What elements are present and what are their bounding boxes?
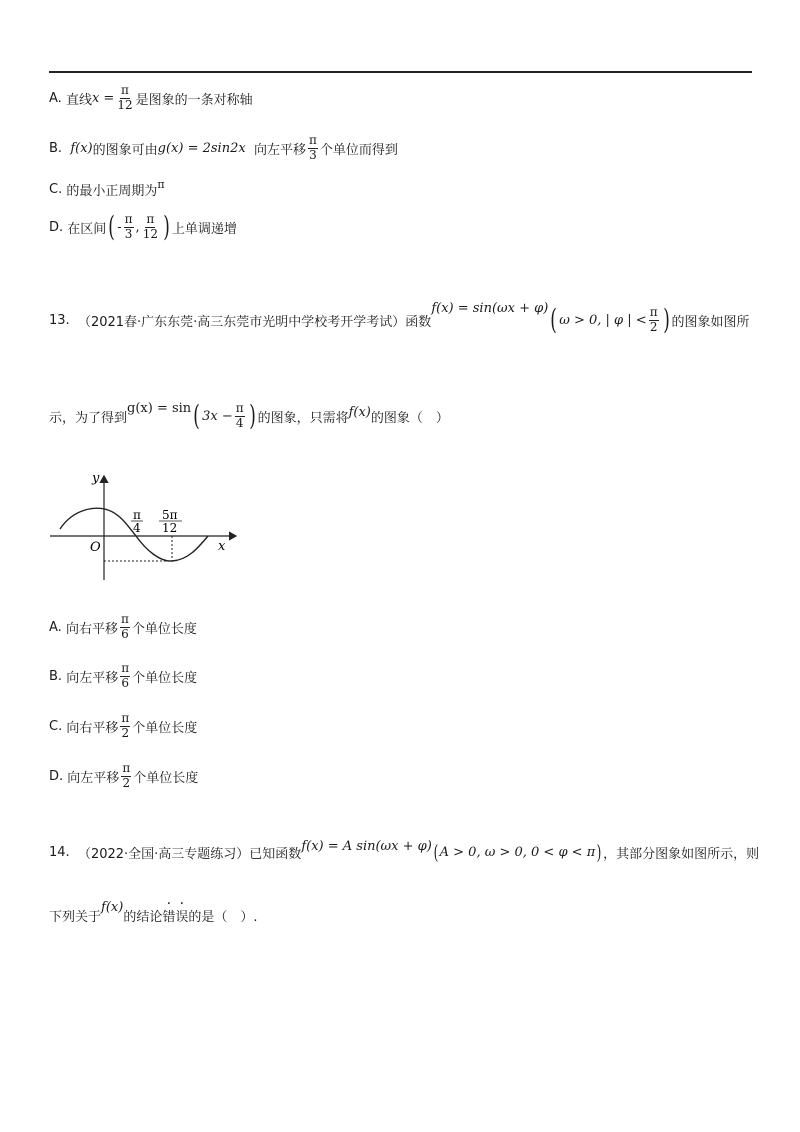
left-paren: ( [108,210,116,244]
option-text: 个单位长度 [133,770,199,786]
top-rule [49,71,752,73]
fraction: $\frac{\pi}{2}$ [121,711,130,740]
option-text: 直线 [65,92,92,108]
question-text: 的图象（ ） [370,410,449,426]
option-text: 个单位长度 [132,670,198,686]
math-cond: ω > 0, | φ | < [559,312,647,328]
option-text: 向左平移 [66,670,119,686]
option-text: 向右平移 [66,720,119,736]
q13-option-a[interactable] [49,613,197,642]
fraction: $\frac{\pi}{4}$ [235,401,244,430]
math-comma: , [135,219,140,235]
math-cond: A > 0, ω > 0, 0 < φ < π [439,844,596,860]
math-func: f(x) = sin(ωx + φ) [431,300,549,316]
y-label: y [92,471,100,486]
tick2-den: 12 [162,521,178,535]
q12-option-d[interactable] [49,210,237,244]
q12-option-a[interactable] [49,84,253,113]
q13-option-c[interactable] [49,712,197,741]
fraction: $\frac{\pi}{12}$ [142,212,158,241]
option-text: 的图象可由 [92,142,158,158]
question-text: 示，为了得到 [49,410,128,426]
option-letter: D. [49,768,64,784]
option-letter: B. [49,140,63,156]
question-source: （2021春·广东东莞·高三东莞市光明中学校考开学考试）函数 [77,314,432,330]
q13-graph [44,466,244,586]
math-g: g(x) = sin [127,400,192,416]
x-label: x [218,539,226,554]
q13-stem-line1 [49,300,750,337]
fraction: $\frac{\pi}{6}$ [120,612,129,641]
emphasis-char: 错 · [162,906,175,925]
tick1-num: π [133,508,141,522]
math-eq: x = [91,90,115,106]
question-number: 14. [49,844,70,860]
option-text: 是图象的一条对称轴 [135,92,253,108]
question-text: 的图象，只需将 [257,410,349,426]
math-func: f(x) = A sin(ωx + φ) [301,838,432,854]
math-f: f(x) [70,140,93,156]
question-source: （2022·全国·高三专题练习）已知函数 [77,846,302,862]
question-text: 的图象如图所 [671,314,750,330]
right-paren: ) [662,303,670,337]
question-text: 下列关于 [49,910,102,925]
option-text: 的最小正周期为 [66,184,158,199]
math-g: g(x) = 2sin2x [157,140,246,156]
q13-option-d[interactable] [49,762,198,791]
option-text: 上单调递增 [171,221,237,237]
option-text: 向左平移 [67,770,120,786]
option-text: 个单位长度 [132,720,198,736]
right-paren: ) [163,210,170,244]
left-paren: ( [550,303,558,337]
q13-option-b[interactable] [49,662,197,691]
option-text: 个单位而得到 [319,142,398,158]
q14-stem-line1 [49,838,760,864]
math-minus: - [117,219,122,235]
option-letter: C. [49,182,63,197]
q14-stem-line2 [49,900,258,925]
fraction: $\frac{\pi}{3}$ [124,212,133,241]
q12-option-c[interactable] [49,180,165,199]
question-text: 的是（ ）. [188,910,258,925]
option-text: 向左平移 [253,142,306,158]
tick2-num: 5π [162,508,178,522]
math-inner: 3x − [202,408,233,424]
option-letter: A. [49,90,62,106]
origin-label: O [90,540,101,555]
math-f: f(x) [101,900,124,915]
option-text: 个单位长度 [131,621,197,637]
tick1-den: 4 [133,521,141,535]
option-letter: D. [49,219,64,235]
q13-stem-line2 [49,399,449,433]
option-letter: A. [49,619,62,635]
fraction: $\frac{\pi}{3}$ [308,133,317,162]
right-paren: ) [248,399,256,433]
option-letter: B. [49,668,63,684]
left-paren: ( [433,840,439,864]
q12-option-b[interactable] [49,134,398,163]
right-paren: ) [596,840,602,864]
option-text: 向右平移 [65,621,118,637]
question-text: ，其部分图象如图所示，则 [603,846,760,862]
option-letter: C. [49,718,63,734]
math-f: f(x) [348,404,371,420]
question-number: 13. [49,312,70,328]
option-text: 在区间 [67,221,107,237]
fraction: $\frac{\pi}{6}$ [121,661,130,690]
fraction: $\frac{\pi}{2}$ [649,305,658,334]
fraction: $\frac{\pi}{12}$ [117,83,133,112]
emphasis-char: 误 · [175,906,188,925]
left-paren: ( [193,399,200,433]
question-text: 的结论 [123,910,163,925]
fraction: $\frac{\pi}{2}$ [122,761,131,790]
math-pi: π [157,178,165,191]
